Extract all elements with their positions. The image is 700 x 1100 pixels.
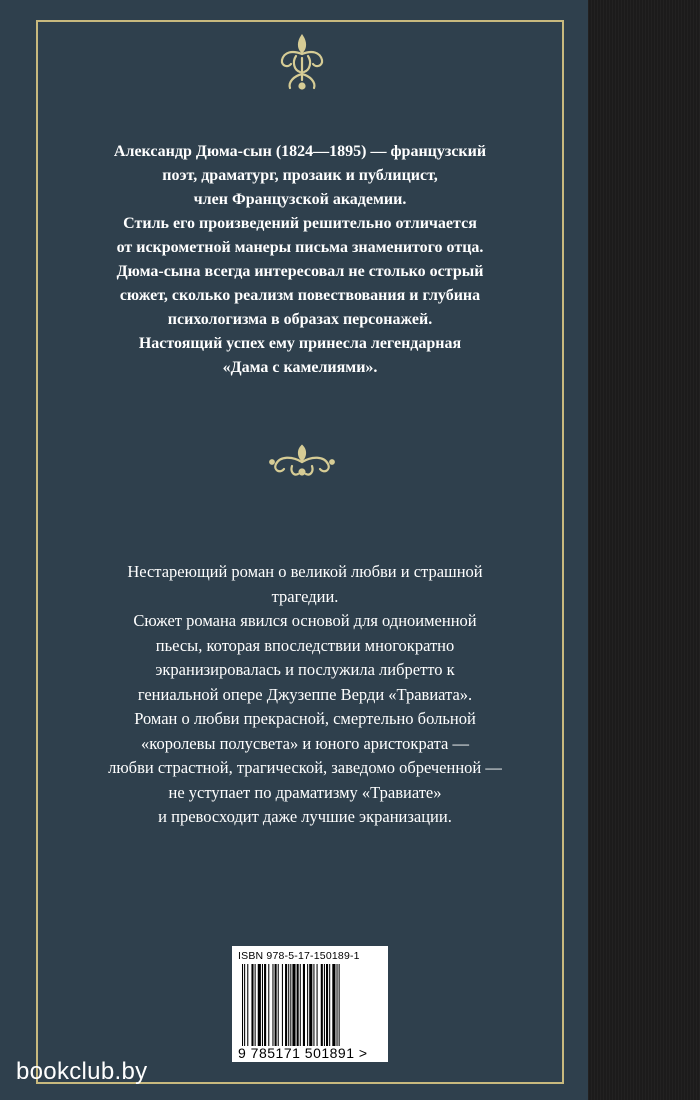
barcode-number: 9 785171 501891 >	[238, 1045, 368, 1061]
author-biography	[50, 140, 550, 380]
description-paragraph: Роман о любви прекрасной, смертельно больной «королевы полусвета» и юного аристократа — любви страстной, трагической, заведомо обреченной — не уступает по драматизму «Травиате» и превосходит даже лучшие экранизации.	[108, 709, 502, 826]
floral-ornament-icon	[262, 30, 342, 94]
description-paragraph: Сюжет романа явился основой для одноименной пьесы, которая впоследствии многократно экранизировалась и послужила либретто к гениальной опере Джузеппе Верди «Травиата».	[133, 611, 477, 704]
bio-paragraph: Настоящий успех ему принесла легендарная «Дама с камелиями».	[138, 335, 462, 376]
book-description	[50, 560, 560, 830]
barcode-bars	[238, 964, 382, 1046]
bio-paragraph: Александр Дюма-сын (1824—1895) — французский поэт, драматург, прозаик и публицист, член Французской академии.	[113, 143, 487, 208]
scroll-ornament-icon	[262, 440, 342, 484]
site-watermark: bookclub.by	[16, 1058, 148, 1085]
book-spine	[588, 0, 700, 1100]
isbn-label: ISBN 978-5-17-150189-1	[238, 950, 360, 962]
bio-paragraph: Стиль его произведений решительно отличается от искрометной манеры письма знаменитого отца. Дюма-сына всегда интересовал не столько острый сюжет, сколько реализм повествования и глубина психологизма в образах персонажей.	[116, 215, 484, 328]
isbn-barcode	[232, 946, 388, 1062]
description-paragraph: Нестареющий роман о великой любви и страшной трагедии.	[127, 562, 483, 606]
